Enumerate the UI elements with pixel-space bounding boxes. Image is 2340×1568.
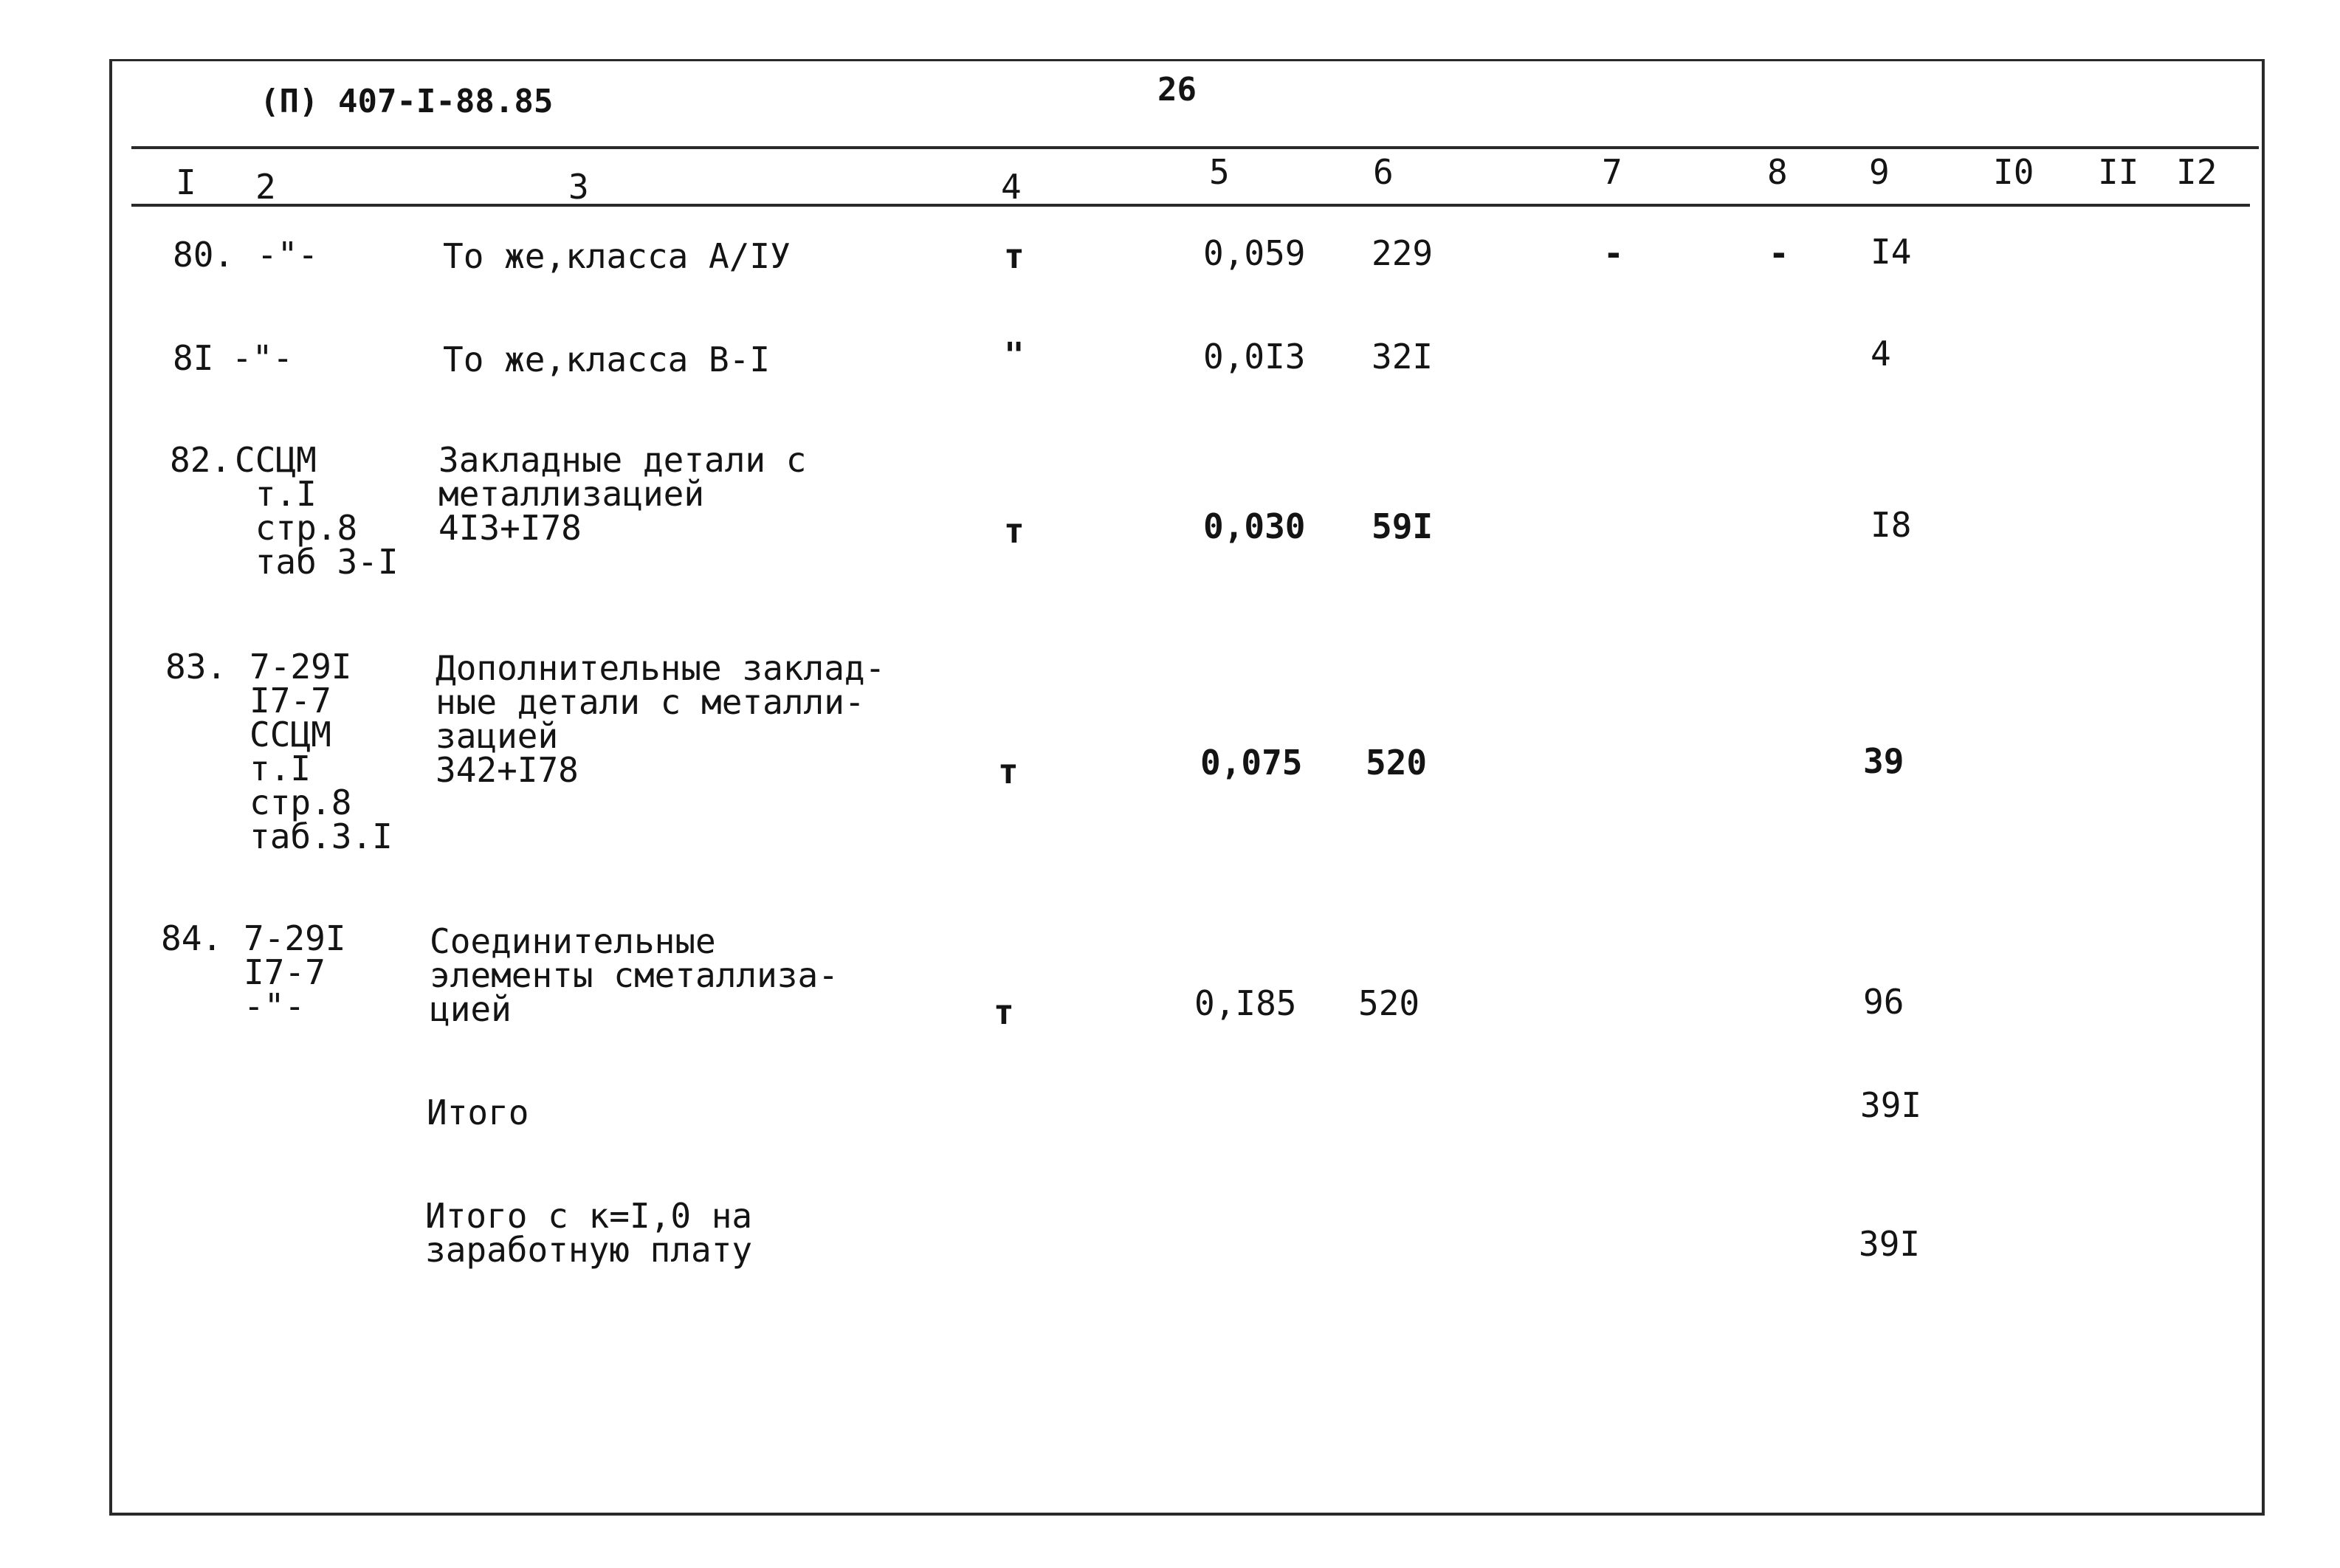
row-81-unit: ": [1004, 335, 1025, 375]
column-header-8: 8: [1767, 152, 1788, 192]
row-84-number: 84.: [161, 918, 223, 958]
row-82-quantity: 0,030: [1203, 506, 1306, 546]
row-81-reference: -"-: [232, 338, 294, 378]
column-header-3: 3: [568, 167, 589, 207]
column-header-2: 2: [255, 167, 276, 207]
page-number: 26: [1157, 71, 1197, 109]
column-header-5: 5: [1209, 152, 1230, 192]
row-80-description: То же,класса А/IУ: [443, 236, 791, 276]
total-wage-value: 39I: [1859, 1224, 1921, 1264]
row-82-unit: т: [1004, 511, 1025, 551]
row-80-col7: -: [1603, 233, 1624, 273]
total-value: 39I: [1860, 1085, 1922, 1125]
row-83-price: 520: [1366, 743, 1428, 783]
column-header-11: II: [2098, 152, 2139, 192]
row-84-description: Соединительные элементы сметаллиза- цией: [430, 921, 839, 1029]
row-82-col9: I8: [1871, 505, 1912, 545]
document-frame: [109, 59, 2265, 1516]
row-83-quantity: 0,075: [1200, 743, 1303, 783]
column-header-9: 9: [1869, 152, 1890, 192]
row-81-col9: 4: [1871, 334, 1891, 374]
total-wage-label: Итого с к=I,0 на заработную плату: [425, 1196, 753, 1270]
total-label: Итого: [427, 1093, 529, 1132]
column-header-1: I: [176, 162, 196, 202]
row-80-col9: I4: [1871, 232, 1912, 272]
row-84-reference: 7-29I I7-7 -"-: [244, 918, 346, 1026]
header-rule-top: [131, 146, 2259, 149]
row-80-col8: -: [1769, 233, 1789, 273]
row-84-col9: 96: [1863, 982, 1904, 1022]
row-80-quantity: 0,059: [1203, 233, 1306, 273]
row-81-number: 8I: [173, 338, 214, 378]
row-80-number: 80.: [173, 235, 235, 275]
row-82-reference: ССЦМ т.I стр.8 таб 3-I: [235, 440, 399, 582]
row-84-price: 520: [1358, 983, 1420, 1023]
row-84-quantity: 0,I85: [1194, 983, 1297, 1023]
document-code: (П) 407-I-88.85: [260, 83, 554, 120]
row-80-unit: т: [1004, 236, 1025, 276]
header-rule-bottom: [131, 204, 2250, 207]
column-header-12: I2: [2176, 152, 2217, 192]
row-80-price: 229: [1372, 233, 1434, 273]
column-header-6: 6: [1373, 152, 1394, 192]
row-81-price: 32I: [1372, 337, 1434, 376]
row-81-quantity: 0,0I3: [1203, 337, 1306, 376]
row-82-description: Закладные детали с металлизацией 4I3+I78: [438, 440, 807, 548]
row-83-number: 83.: [165, 647, 227, 687]
row-83-reference: 7-29I I7-7 ССЦМ т.I стр.8 таб.3.I: [250, 647, 393, 856]
row-83-col9: 39: [1863, 741, 1904, 781]
column-header-7: 7: [1602, 152, 1622, 192]
row-80-reference: -"-: [257, 235, 319, 275]
row-84-unit: т: [994, 992, 1014, 1032]
column-header-4: 4: [1001, 167, 1022, 207]
column-header-10: I0: [1993, 152, 2034, 192]
row-83-description: Дополнительные заклад- ные детали с металли- зацией 342+I78: [436, 648, 886, 790]
row-82-number: 82.: [170, 440, 232, 480]
row-83-unit: т: [998, 752, 1019, 791]
row-81-description: То же,класса В-I: [443, 340, 771, 379]
row-82-price: 59I: [1372, 506, 1434, 546]
